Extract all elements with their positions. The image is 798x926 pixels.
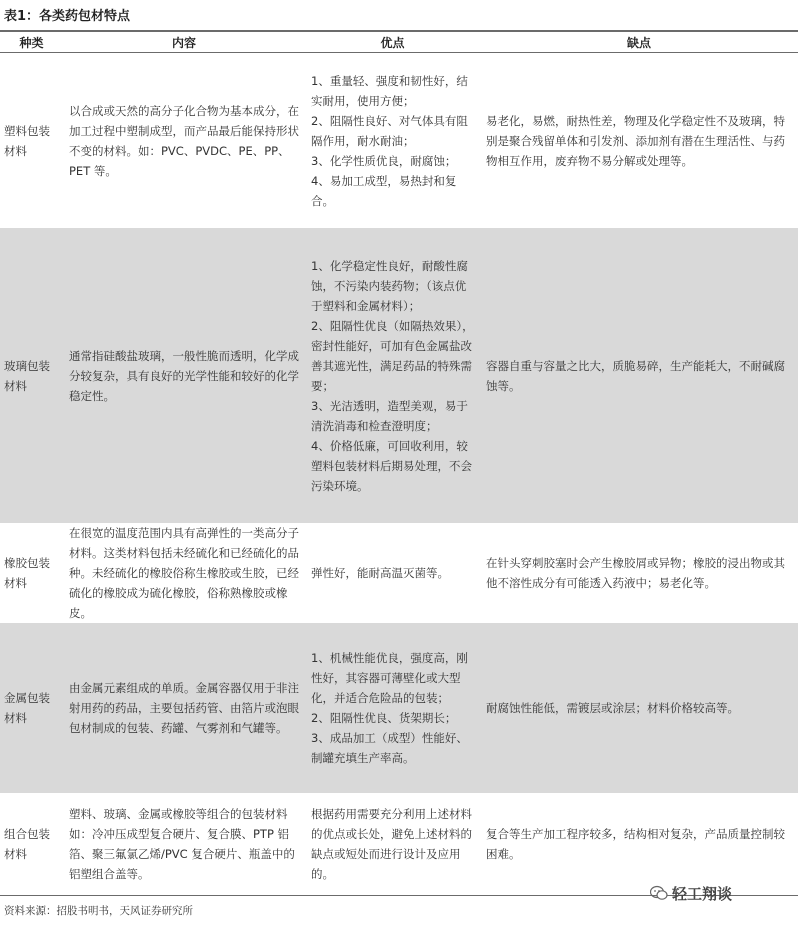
cell-advantages: 弹性好，能耐高温灭菌等。 — [311, 566, 449, 580]
cell-kind: 金属包装材料 — [0, 623, 63, 793]
table-title: 表1：各类药包材特点 — [4, 9, 131, 24]
cell-kind: 组合包装材料 — [0, 793, 63, 896]
table-row — [0, 523, 798, 623]
cell-content: 通常指硅酸盐玻璃，一般性脆而透明，化学成分较复杂，具有良好的光学性能和较好的化学稳定性。 — [63, 228, 305, 523]
cell-advantages: 1、化学稳定性良好，耐酸性腐蚀，不污染内装药物；（该点优于塑料和金属材料）； 2、阻隔性优良（如隔热效果），密封性能好，可加有色金属盐改善其遮光性，满足药品的特殊需要； 3、光洁透明，造型美观，易于清洗消毒和检查澄明度； 4、价格低廉，可回收利用，较塑料包装材料后期易处理，不会污染环境。 — [305, 228, 480, 523]
header-advantages: 优点 — [305, 31, 480, 53]
cell-kind: 玻璃包装材料 — [0, 228, 63, 523]
cell-kind: 橡胶包装材料 — [4, 556, 50, 590]
header-content: 内容 — [63, 31, 305, 53]
watermark: 轻工翔谈 — [672, 885, 733, 903]
wechat-icon — [650, 885, 668, 901]
cell-kind: 塑料包装材料 — [4, 123, 50, 158]
cell-advantages: 1、重量轻、强度和韧性好，结实耐用，使用方便； 2、阻隔性良好、对气体具有阻隔作用，耐水耐油； 3、化学性质优良，耐腐蚀； 4、易加工成型，易热封和复合。 — [311, 73, 468, 208]
table-row — [0, 623, 798, 793]
table-row — [0, 53, 798, 229]
cell-advantages: 根据药用需要充分利用上述材料的优点或长处，避免上述材料的缺点或短处而进行设计及应用的。 — [305, 793, 480, 896]
cell-content: 在很宽的温度范围内具有高弹性的一类高分子材料。这类材料包括未经硫化和已经硫化的品种。未经硫化的橡胶俗称生橡胶或生胶，已经硫化的橡胶成为硫化橡胶，俗称熟橡胶或橡皮。 — [69, 526, 299, 620]
cell-advantages: 1、机械性能优良，强度高，刚性好，其容器可薄壁化或大型化，并适合危险品的包装； 2、阻隔性优良、货架期长； 3、成品加工（成型）性能好、制罐充填生产率高。 — [305, 623, 480, 793]
table-header-row — [0, 31, 798, 53]
source-note: 资料来源：招股书明书，天风证券研究所 — [4, 905, 193, 917]
packaging-materials-table — [0, 30, 798, 896]
cell-content: 塑料、玻璃、金属或橡胶等组合的包装材料如：冷冲压成型复合硬片、复合膜、PTP 铝箔、聚三氟氯乙烯/PVC 复合硬片、瓶盖中的铝塑组合盖等。 — [63, 793, 305, 896]
table-row — [0, 793, 798, 896]
cell-disadvantages: 耐腐蚀性能低，需镀层或涂层；材料价格较高等。 — [480, 623, 798, 793]
cell-content: 由金属元素组成的单质。金属容器仅用于非注射用药的药品，主要包括药管、由箔片或泡眼包材制成的包装、药罐、气雾剂和气罐等。 — [63, 623, 305, 793]
header-kind: 种类 — [0, 31, 63, 53]
cell-disadvantages: 容器自重与容量之比大，质脆易碎，生产能耗大，不耐碱腐蚀等。 — [480, 228, 798, 523]
cell-disadvantages: 易老化，易燃，耐热性差，物理及化学稳定性不及玻璃，特别是聚合残留单体和引发剂、添加剂有潜在生理活性、与药物相互作用，废弃物不易分解或处理等。 — [486, 113, 785, 168]
cell-disadvantages: 在针头穿刺胶塞时会产生橡胶屑或异物；橡胶的浸出物或其他不溶性成分有可能透入药液中；易老化等。 — [486, 556, 785, 590]
table-row — [0, 228, 798, 523]
header-disadvantages: 缺点 — [480, 31, 798, 53]
cell-disadvantages: 复合等生产加工程序较多，结构相对复杂，产品质量控制较困难。 — [480, 793, 798, 896]
cell-content: 以合成或天然的高分子化合物为基本成分，在加工过程中塑制成型，而产品最后能保持形状不变的材料。如：PVC、PVDC、PE、PP、PET 等。 — [69, 103, 299, 178]
